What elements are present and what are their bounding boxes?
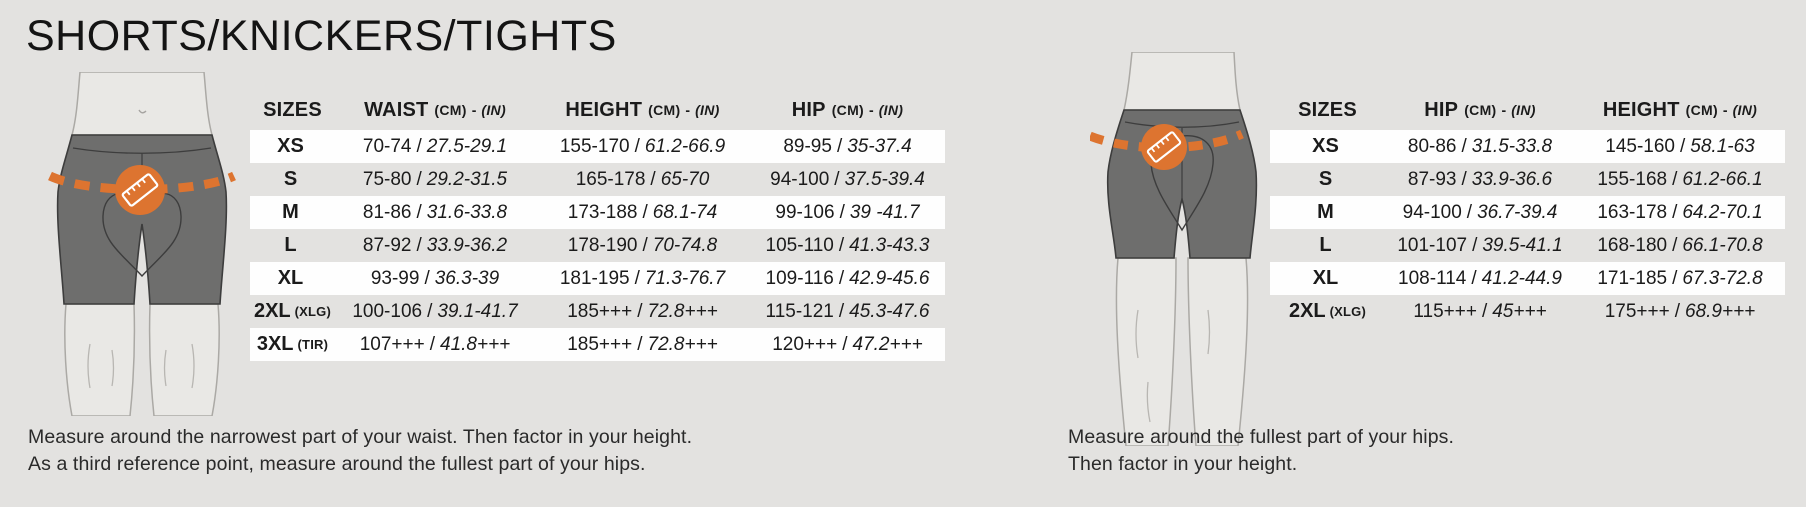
table-row: 2XL (XLG) 115+++ / 45+++ 175+++ / 68.9+++: [1288, 300, 1756, 322]
ruler-badge: [1141, 124, 1187, 170]
shorts-front-figure: [46, 72, 238, 416]
measuring-note-right: [1068, 424, 1454, 478]
figure-left-leg: [1116, 258, 1176, 446]
col-header-height: HEIGHT (CM) - (IN): [1602, 98, 1758, 121]
col-header-waist: WAIST (CM) - (IN): [364, 98, 506, 121]
figure-torso: [72, 72, 212, 135]
measuring-note-left: [28, 424, 692, 478]
note-line: Measure around the narrowest part of your waist. Then factor in your height.: [28, 426, 693, 448]
col-header-height: HEIGHT (CM) - (IN): [565, 98, 720, 121]
shorts-front-illustration: [46, 72, 238, 416]
table-row: L 87-92 / 33.9-36.2 178-190 / 70-74.8 105-110 / 41.3-43.3: [284, 234, 930, 256]
col-header-sizes: SIZES: [1298, 98, 1357, 121]
ruler-badge: [115, 165, 165, 215]
table-row: S 75-80 / 29.2-31.5 165-178 / 65-70 94-100 / 37.5-39.4: [283, 168, 925, 190]
table-row: XS 70-74 / 27.5-29.1 155-170 / 61.2-66.9 89-95 / 35-37.4: [250, 130, 945, 163]
note-line: Measure around the fullest part of your hips.: [1068, 426, 1455, 448]
table-row: S 87-93 / 33.9-36.6 155-168 / 61.2-66.1: [1318, 168, 1763, 190]
table-row: XL 108-114 / 41.2-44.9 171-185 / 67.3-72.8: [1270, 262, 1785, 295]
figure-torso: [1124, 52, 1240, 110]
table-row: L 101-107 / 39.5-41.1 168-180 / 66.1-70.8: [1319, 234, 1763, 256]
table-row: XS 80-86 / 31.5-33.8 145-160 / 58.1-63: [1270, 130, 1785, 163]
figure-right-leg: [150, 304, 220, 416]
col-header-sizes: SIZES: [263, 98, 322, 121]
size-table-right: [1270, 90, 1785, 328]
table-header-row: [1270, 90, 1785, 130]
table-row: M 94-100 / 36.7-39.4 163-178 / 64.2-70.1: [1270, 196, 1785, 229]
figure-right-leg: [1188, 258, 1248, 446]
shorts-back-figure: [1090, 52, 1272, 446]
col-header-hip: HIP (CM) - (IN): [791, 98, 904, 121]
page-title: SHORTS/KNICKERS/TIGHTS: [26, 12, 617, 60]
note-line: Then factor in your height.: [1068, 452, 1298, 475]
figure-left-leg: [65, 304, 135, 416]
size-table-left: [250, 90, 945, 361]
col-header-hip: HIP (CM) - (IN): [1424, 98, 1536, 121]
table-row: 3XL (TIR) 107+++ / 41.8+++ 185+++ / 72.8+++ 120+++ / 47.2+++: [250, 328, 945, 361]
note-line: As a third reference point, measure around the fullest part of your hips.: [28, 452, 646, 475]
table-row: XL 93-99 / 36.3-39 181-195 / 71.3-76.7 109-116 / 42.9-45.6: [250, 262, 945, 295]
table-header-row: [250, 90, 945, 130]
table-row: 2XL (XLG) 100-106 / 39.1-41.7 185+++ / 72.8+++ 115-121 / 45.3-47.6: [253, 300, 930, 322]
shorts-back-illustration: [1090, 52, 1272, 446]
table-row: M 81-86 / 31.6-33.8 173-188 / 68.1-74 99-106 / 39 -41.7: [250, 196, 945, 229]
